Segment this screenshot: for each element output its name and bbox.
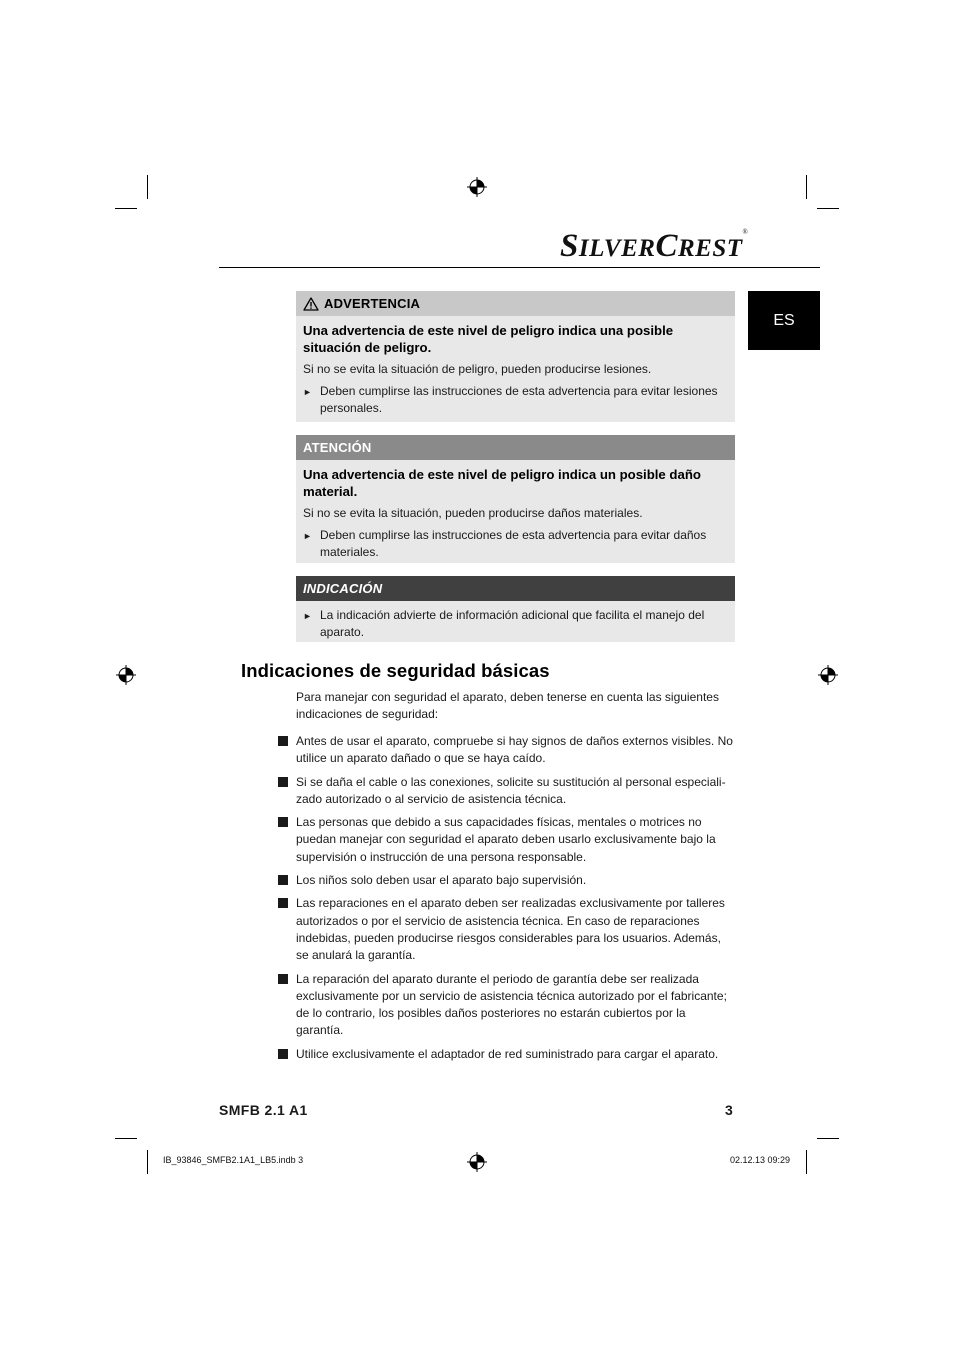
note-box-item-text: La indicación advierte de información adicional que facilita el manejo del aparato. — [320, 608, 705, 639]
note-box-title: INDICACIÓN — [303, 581, 383, 596]
note-box — [296, 576, 735, 642]
crop-mark — [115, 208, 137, 209]
square-bullet-icon — [278, 1049, 288, 1059]
page-number: 3 — [725, 1102, 733, 1118]
crop-mark — [817, 1138, 839, 1139]
section-intro: Para manejar con seguridad el aparato, deben tenerse en cuenta las siguientes indicaciones de seguridad: — [296, 690, 719, 721]
note-box-item — [303, 607, 728, 641]
attention-box-bold-text: Una advertencia de este nivel de peligro indica un posible daño material. — [303, 467, 701, 499]
crop-mark — [147, 1150, 148, 1174]
registration-mark-icon — [467, 1152, 487, 1172]
arrow-right-icon: ► — [303, 611, 312, 621]
note-box-header — [296, 576, 735, 601]
crop-mark — [806, 1150, 807, 1174]
section-title: Indicaciones de seguridad básicas — [241, 660, 550, 681]
square-bullet-icon — [278, 898, 288, 908]
registration-mark-icon — [467, 177, 487, 197]
warning-box-text: Si no se evita la situación de peligro, pueden producirse lesiones. — [303, 362, 652, 376]
warning-box-title: ADVERTENCIA — [324, 296, 421, 311]
list-item: Los niños solo deben usar el aparato bajo supervisión. — [278, 872, 736, 889]
warning-box-item — [303, 383, 728, 417]
square-bullet-icon — [278, 817, 288, 827]
warning-box-item-text: Deben cumplirse las instrucciones de esta advertencia para evitar lesiones personales. — [320, 384, 718, 415]
crop-mark — [147, 175, 148, 199]
attention-box-text: Si no se evita la situación, pueden producirse daños materiales. — [303, 506, 643, 520]
attention-box-item-text: Deben cumplirse las instrucciones de esta advertencia para evitar daños materiales. — [320, 528, 707, 559]
list-item: Las personas que debido a sus capacidades físicas, mentales o motrices no puedan manejar con seguridad el aparato deben usarlo exclusivamente bajo la supervisión o instrucción de una persona responsable. — [278, 814, 736, 866]
print-timestamp: 02.12.13 09:29 — [730, 1155, 791, 1165]
arrow-right-icon: ► — [303, 531, 312, 541]
warning-box-bold-text: Una advertencia de este nivel de peligro indica una posible situación de peligro. — [303, 323, 674, 355]
warning-box-header — [296, 291, 735, 316]
warning-triangle-icon — [303, 297, 319, 311]
header-divider — [219, 267, 820, 268]
warning-box — [296, 291, 735, 422]
attention-box — [296, 435, 735, 563]
crop-mark — [806, 175, 807, 199]
crop-mark — [817, 208, 839, 209]
list-item: La reparación del aparato durante el periodo de garantía debe ser realizada exclusivamente por un servicio de asistencia técnica autorizado por el fabricante; de lo contrario, los posibles daños posteriores no estarán cubiertos por la garantía. — [278, 971, 736, 1040]
safety-list — [278, 733, 736, 1069]
attention-box-title: ATENCIÓN — [303, 440, 372, 455]
language-tab: ES — [748, 291, 820, 350]
square-bullet-icon — [278, 875, 288, 885]
square-bullet-icon — [278, 736, 288, 746]
attention-box-item — [303, 527, 728, 561]
crop-mark — [115, 1138, 137, 1139]
list-item: Antes de usar el aparato, compruebe si hay signos de daños externos visibles. No utilice un aparato dañado o que se haya caído. — [278, 733, 736, 768]
list-item: Si se daña el cable o las conexiones, solicite su sustitución al personal especiali-zado autorizado o al servicio de asistencia técnica. — [278, 774, 736, 809]
print-file-slug: IB_93846_SMFB2.1A1_LB5.indb 3 — [163, 1155, 304, 1165]
model-number: SMFB 2.1 A1 — [219, 1102, 308, 1118]
list-item: Utilice exclusivamente el adaptador de red suministrado para cargar el aparato. — [278, 1046, 736, 1063]
brand-logo: SILVERCREST® — [560, 228, 749, 264]
list-item: Las reparaciones en el aparato deben ser realizadas exclusivamente por talleres autorizados o por el servicio de asistencia técnica. En caso de reparaciones indebidas, pueden producirse riesgos considerables para los usuarios. Además, se anulará la garantía. — [278, 895, 736, 964]
arrow-right-icon: ► — [303, 387, 312, 397]
square-bullet-icon — [278, 777, 288, 787]
attention-box-header — [296, 435, 735, 460]
square-bullet-icon — [278, 974, 288, 984]
registration-mark-icon — [818, 665, 838, 685]
registration-mark-icon — [116, 665, 136, 685]
